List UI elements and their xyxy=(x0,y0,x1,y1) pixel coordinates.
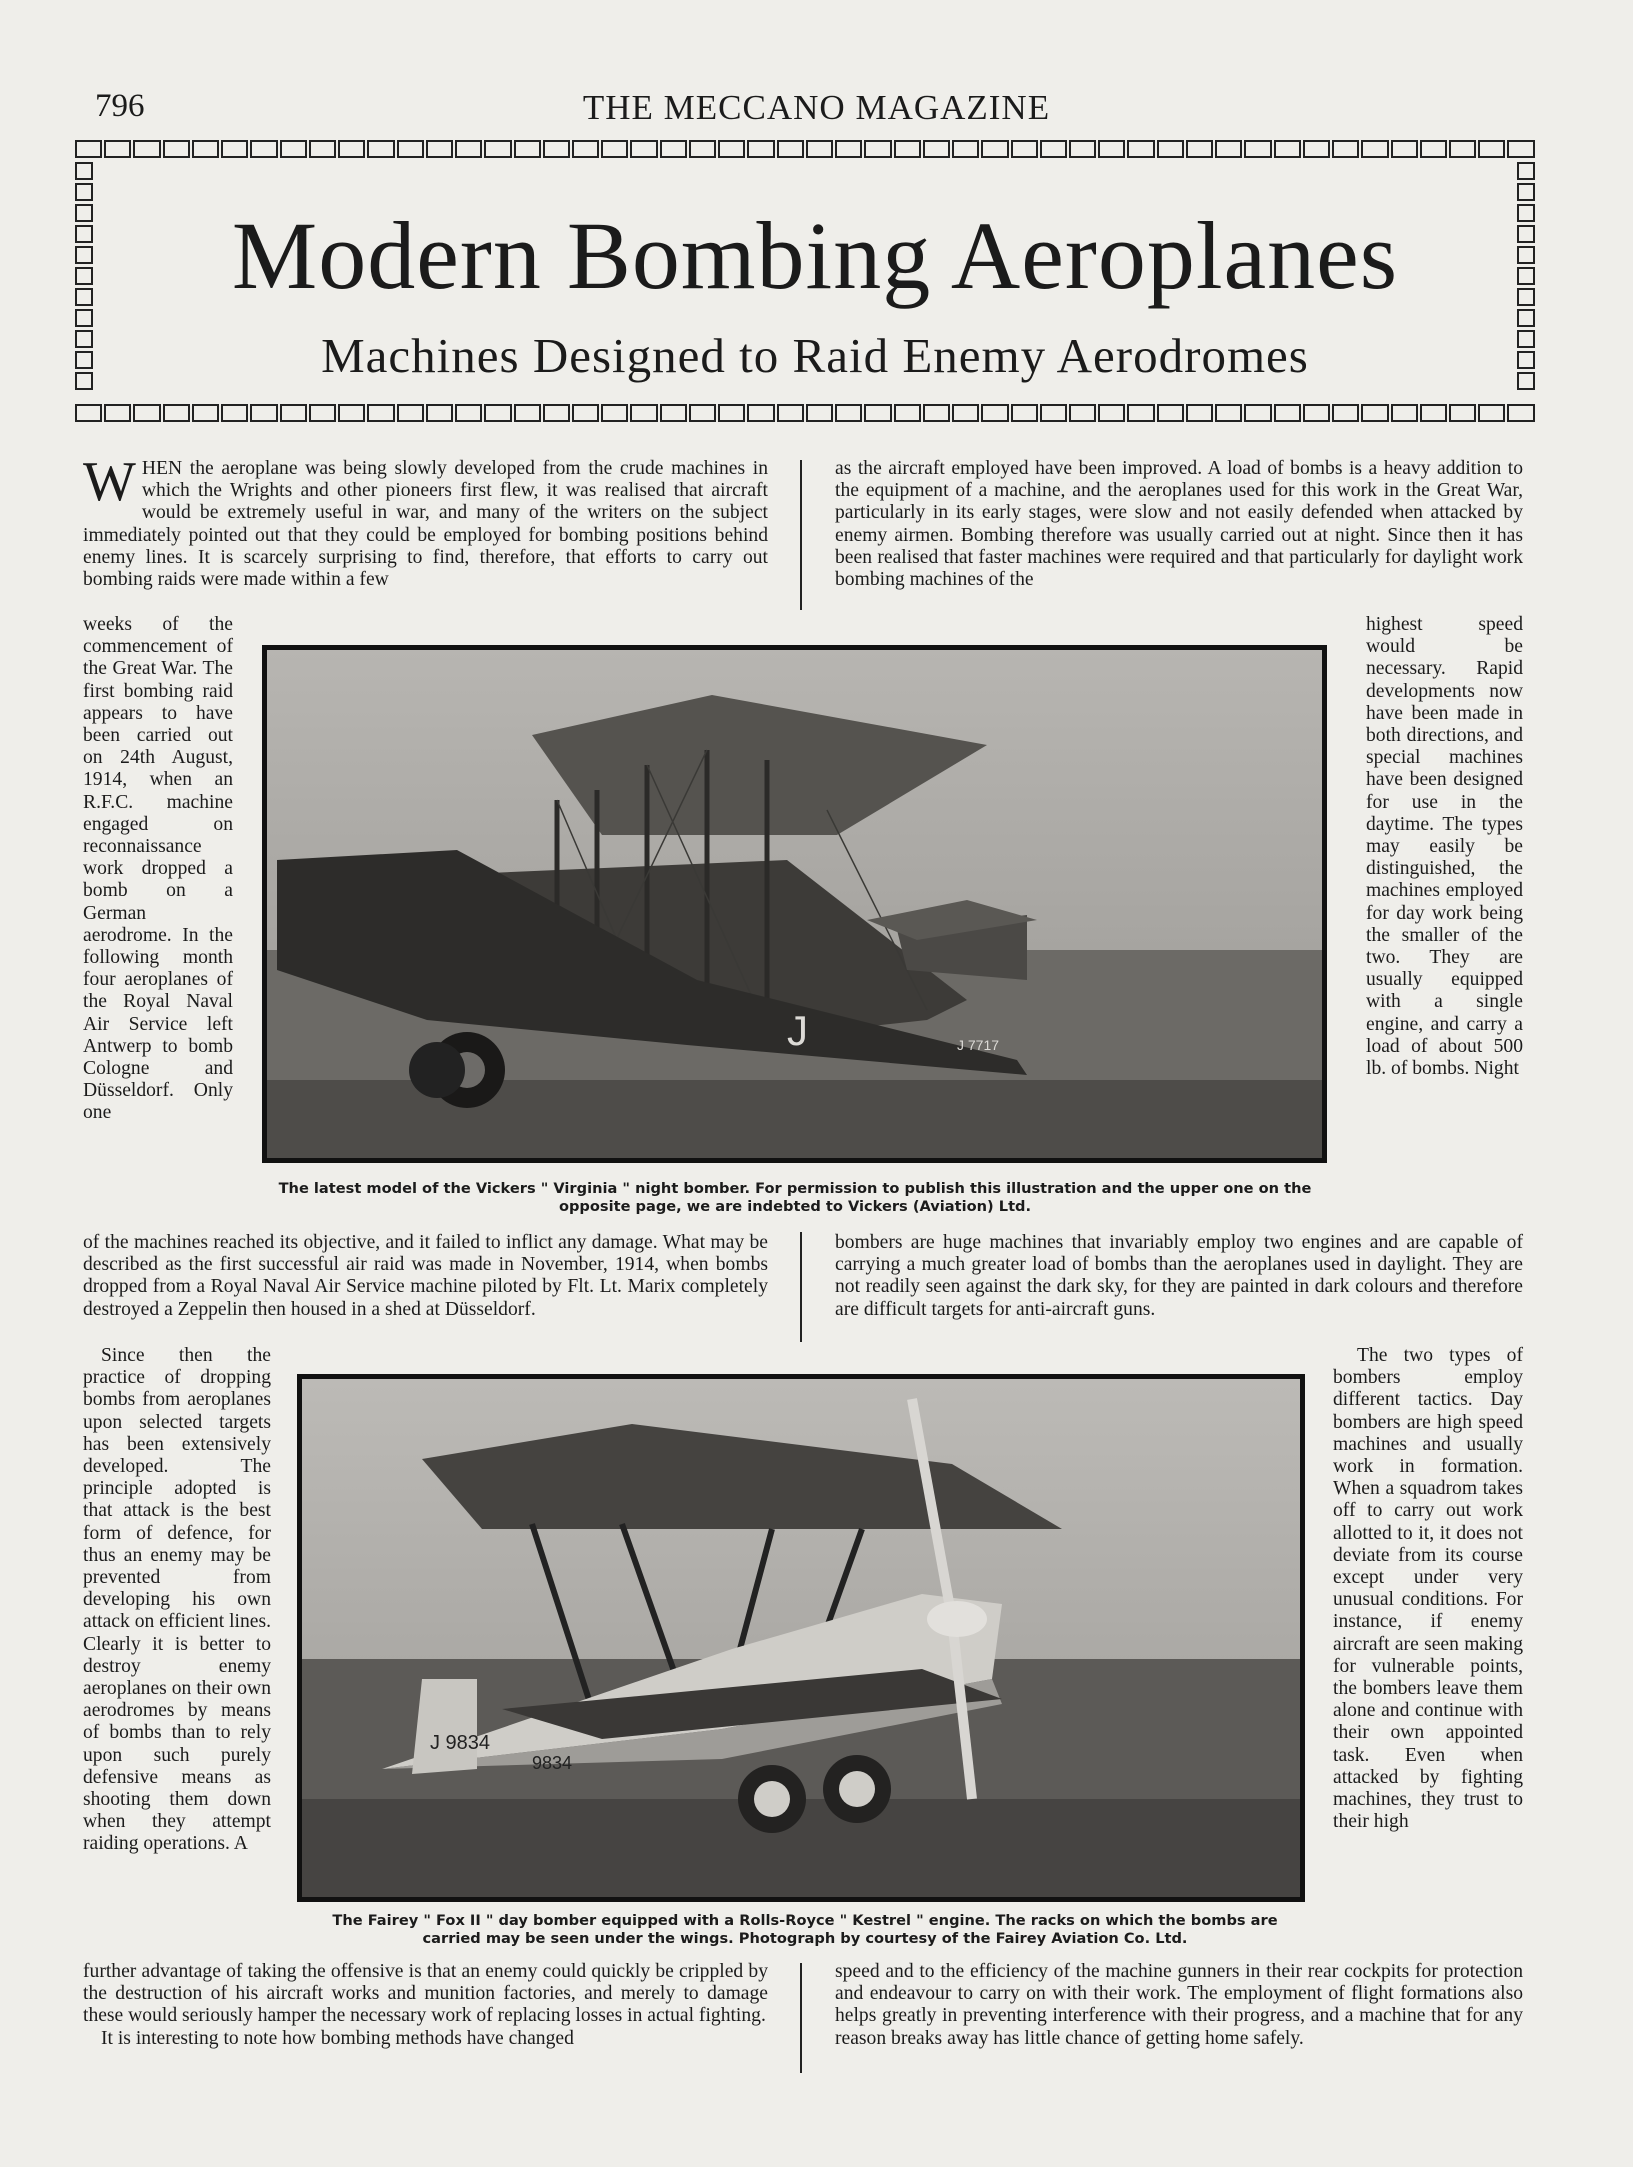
border-square xyxy=(543,140,570,158)
border-square xyxy=(1507,404,1534,422)
title-border-top xyxy=(75,140,1535,158)
border-square xyxy=(1215,404,1242,422)
narrow-left-column-1 xyxy=(83,614,233,1125)
border-square xyxy=(514,140,541,158)
fin-marking: J 9834 xyxy=(430,1732,491,1754)
fairey-fox-illustration xyxy=(302,1379,1300,1897)
border-square xyxy=(1186,140,1213,158)
fairey-fox-photo xyxy=(297,1374,1305,1902)
border-square xyxy=(104,404,131,422)
border-square xyxy=(250,140,277,158)
border-square xyxy=(1391,140,1418,158)
border-square xyxy=(1420,404,1447,422)
border-square xyxy=(923,140,950,158)
border-square xyxy=(75,183,93,201)
border-square xyxy=(1517,162,1535,180)
border-square xyxy=(1478,404,1505,422)
bottom-left-column xyxy=(83,1961,768,2050)
border-square xyxy=(1478,140,1505,158)
border-square xyxy=(1011,140,1038,158)
border-square xyxy=(221,404,248,422)
border-square xyxy=(133,404,160,422)
photo2-caption-line2: carried may be seen under the wings. Photograph by courtesy of the Fairey Aviation Co. Ltd. xyxy=(422,1930,1188,1947)
border-square xyxy=(1303,140,1330,158)
mid-left-paragraph: of the machines reached its objective, and it failed to inflict any damage. What may be described as the first successful air raid was made in November, 1914, when bombs dropped from a Royal Naval Air Service machine piloted by Flt. Lt. Marix completely destroyed a Zeppelin then housed in a shed at Düsseldorf. xyxy=(83,1232,768,1320)
border-square xyxy=(1215,140,1242,158)
photo2-caption-line1: The Fairey " Fox II " day bomber equipped with a Rolls-Royce " Kestrel " engine. The racks on which the bombs are xyxy=(332,1912,1278,1929)
border-square xyxy=(455,404,482,422)
magazine-title: THE MECCANO MAGAZINE xyxy=(582,88,1051,127)
border-square xyxy=(1507,140,1534,158)
border-square xyxy=(1244,404,1271,422)
narrow-left-text-1: weeks of the commencement of the Great War. The first bombing raid appears to have been carried out on 24th August, 1914, when an R.F.C. machine engaged on reconnaissance work dropped a bomb on a German aerodrome. In the following month four aeroplanes of the Royal Naval Air Service left Antwerp to bomb Cologne and Düsseldorf. Only one xyxy=(83,614,233,1124)
border-square xyxy=(747,140,774,158)
border-square xyxy=(1361,404,1388,422)
border-square xyxy=(1449,140,1476,158)
border-square xyxy=(1391,404,1418,422)
border-square xyxy=(864,140,891,158)
mid-right-column xyxy=(835,1232,1523,1321)
border-square xyxy=(280,140,307,158)
border-square xyxy=(1098,404,1125,422)
border-square xyxy=(1069,404,1096,422)
border-square xyxy=(1127,140,1154,158)
border-square xyxy=(981,404,1008,422)
border-square xyxy=(864,404,891,422)
border-square xyxy=(514,404,541,422)
border-square xyxy=(630,140,657,158)
border-square xyxy=(1011,404,1038,422)
border-square xyxy=(1127,404,1154,422)
border-square xyxy=(426,140,453,158)
border-square xyxy=(133,140,160,158)
border-square xyxy=(835,404,862,422)
border-square xyxy=(104,140,131,158)
narrow-right-text-2: The two types of bombers employ different tactics. Day bombers are high speed machines and usually work in formation. When a squadrom takes off to carry out work allotted to it, it does not deviate from its course except under very unusual conditions. For instance, if enemy aircraft are seen making for vulnerable points, the bombers leave them alone and continue with their own appointed task. Even when attacked by fighting machines, they trust to their high xyxy=(1333,1345,1523,1833)
border-square xyxy=(1069,140,1096,158)
border-square xyxy=(777,404,804,422)
narrow-right-column-1 xyxy=(1366,614,1523,1080)
vickers-virginia-illustration xyxy=(267,650,1322,1158)
border-square xyxy=(163,140,190,158)
border-square xyxy=(221,140,248,158)
border-square xyxy=(689,140,716,158)
border-square xyxy=(397,140,424,158)
photo2-caption xyxy=(285,1912,1325,1948)
photo1-caption-line2: opposite page, we are indebted to Vickers (Aviation) Ltd. xyxy=(558,1198,1032,1215)
border-square xyxy=(75,140,102,158)
border-square xyxy=(718,404,745,422)
bottom-right-column xyxy=(835,1961,1523,2050)
border-square xyxy=(1361,140,1388,158)
border-square xyxy=(981,140,1008,158)
border-square xyxy=(455,140,482,158)
border-square xyxy=(923,404,950,422)
border-square xyxy=(1157,404,1184,422)
border-square xyxy=(689,404,716,422)
border-square xyxy=(630,404,657,422)
title-border-bottom xyxy=(75,404,1535,422)
border-square xyxy=(75,162,93,180)
border-square xyxy=(250,404,277,422)
fuselage-marking: J xyxy=(787,1007,808,1054)
border-square xyxy=(192,404,219,422)
border-square xyxy=(572,140,599,158)
border-square xyxy=(543,404,570,422)
border-square xyxy=(192,140,219,158)
border-square xyxy=(1040,404,1067,422)
border-square xyxy=(1449,404,1476,422)
bottom-right-paragraph: speed and to the efficiency of the machine gunners in their rear cockpits for protection and endeavour to carry on with their work. The employment of flight formations also helps greatly in preventing interference with their progress, and a machine that for any reason breaks away has little chance of getting home safely. xyxy=(835,1961,1523,2049)
article-title: Modern Bombing Aeroplanes xyxy=(231,202,1399,309)
intro-left-paragraph: HEN the aeroplane was being slowly developed from the crude machines in which the Wrights and other pioneers first flew, it was realised that aircraft would be extremely useful in war, and many of the writers on the subject immediately pointed out that they could be employed for bombing positions behind enemy lines. It is scarcely surprising to find, therefore, that efforts to carry out bombing raids were made within a few xyxy=(83,458,768,591)
border-square xyxy=(806,140,833,158)
border-square xyxy=(309,140,336,158)
border-square xyxy=(1186,404,1213,422)
border-square xyxy=(1157,140,1184,158)
photo1-caption xyxy=(240,1180,1350,1216)
border-square xyxy=(601,140,628,158)
border-square xyxy=(572,404,599,422)
border-square xyxy=(894,140,921,158)
border-square xyxy=(601,404,628,422)
border-square xyxy=(835,140,862,158)
narrow-left-text-2: Since then the practice of dropping bombs from aeroplanes upon selected targets has been extensively developed. The principle adopted is that attack is the best form of defence, for thus an enemy may be prevented from developing his own attack on efficient lines. Clearly it is better to destroy enemy aeroplanes on their own aerodromes by means of bombs than to rely upon such purely defensive means as shooting them down when they attempt raiding operations. A xyxy=(83,1345,271,1855)
border-square xyxy=(952,140,979,158)
narrow-right-column-2 xyxy=(1333,1345,1523,1833)
border-square xyxy=(747,404,774,422)
border-square xyxy=(894,404,921,422)
border-square xyxy=(484,140,511,158)
border-square xyxy=(1517,309,1535,327)
border-square xyxy=(484,404,511,422)
border-square xyxy=(367,404,394,422)
border-square xyxy=(1040,140,1067,158)
border-square xyxy=(338,404,365,422)
photo1-caption-line1: The latest model of the Vickers " Virginia " night bomber. For permission to publish this illustration and the upper one on the xyxy=(278,1180,1312,1197)
border-square xyxy=(1420,140,1447,158)
border-square xyxy=(75,309,93,327)
border-square xyxy=(660,140,687,158)
border-square xyxy=(1244,140,1271,158)
intro-right-paragraph: as the aircraft employed have been improved. A load of bombs is a heavy addition to the equipment of a machine, and the aeroplanes used for this work in the Great War, particularly in its early stages, were slow and not easily defended when attacked by enemy airmen. Bombing therefore was usually carried out at night. Since then it has been realised that faster machines were required and that particularly for daylight work bombing machines of the xyxy=(835,458,1523,591)
border-square xyxy=(1274,404,1301,422)
border-square xyxy=(777,140,804,158)
border-square xyxy=(367,140,394,158)
border-square xyxy=(1332,140,1359,158)
column-rule xyxy=(800,460,802,610)
border-square xyxy=(338,140,365,158)
bottom-left-paragraph-2: It is interesting to note how bombing methods have changed xyxy=(101,2027,574,2049)
border-square xyxy=(280,404,307,422)
vickers-virginia-photo xyxy=(262,645,1327,1163)
drop-cap: W xyxy=(83,451,136,513)
tail-marking: J 7717 xyxy=(957,1037,1000,1053)
border-square xyxy=(660,404,687,422)
intro-right-column xyxy=(835,458,1523,591)
border-square xyxy=(718,140,745,158)
column-rule-2 xyxy=(800,1232,802,1342)
border-square xyxy=(426,404,453,422)
article-subtitle: Machines Designed to Raid Enemy Aerodromes xyxy=(321,328,1309,383)
fuselage-marking-2: 9834 xyxy=(532,1753,573,1773)
bottom-left-paragraph-1: further advantage of taking the offensive is that an enemy could quickly be crippled by the destruction of his aircraft works and munition factories, and merely to damage these would seriously hamper the necessary work of replacing losses in actual fighting. xyxy=(83,1961,768,2027)
border-square xyxy=(75,404,102,422)
column-rule-3 xyxy=(800,1963,802,2073)
mid-left-column xyxy=(83,1232,768,1321)
narrow-left-column-2 xyxy=(83,1345,271,1856)
border-square xyxy=(309,404,336,422)
border-square xyxy=(1332,404,1359,422)
border-square xyxy=(397,404,424,422)
border-square xyxy=(1274,140,1301,158)
border-square xyxy=(952,404,979,422)
border-square xyxy=(1303,404,1330,422)
border-square xyxy=(806,404,833,422)
border-square xyxy=(163,404,190,422)
page-number: 796 xyxy=(95,88,145,124)
border-square xyxy=(1098,140,1125,158)
narrow-right-text-1: highest speed would be necessary. Rapid developments now have been made in both directions, and special machines have been designed for use in the daytime. The types may easily be distinguished, the machines employed for day work being the smaller of the two. They are usually equipped with a single engine, and carry a load of about 500 lb. of bombs. Night xyxy=(1366,614,1523,1080)
mid-right-paragraph: bombers are huge machines that invariably employ two engines and are capable of carrying a much greater load of bombs than the aeroplanes used in daylight. They are not readily seen against the dark sky, for they are painted in dark colours and therefore are difficult targets for anti-aircraft guns. xyxy=(835,1232,1523,1320)
intro-left-column xyxy=(83,451,768,591)
border-square xyxy=(1517,183,1535,201)
